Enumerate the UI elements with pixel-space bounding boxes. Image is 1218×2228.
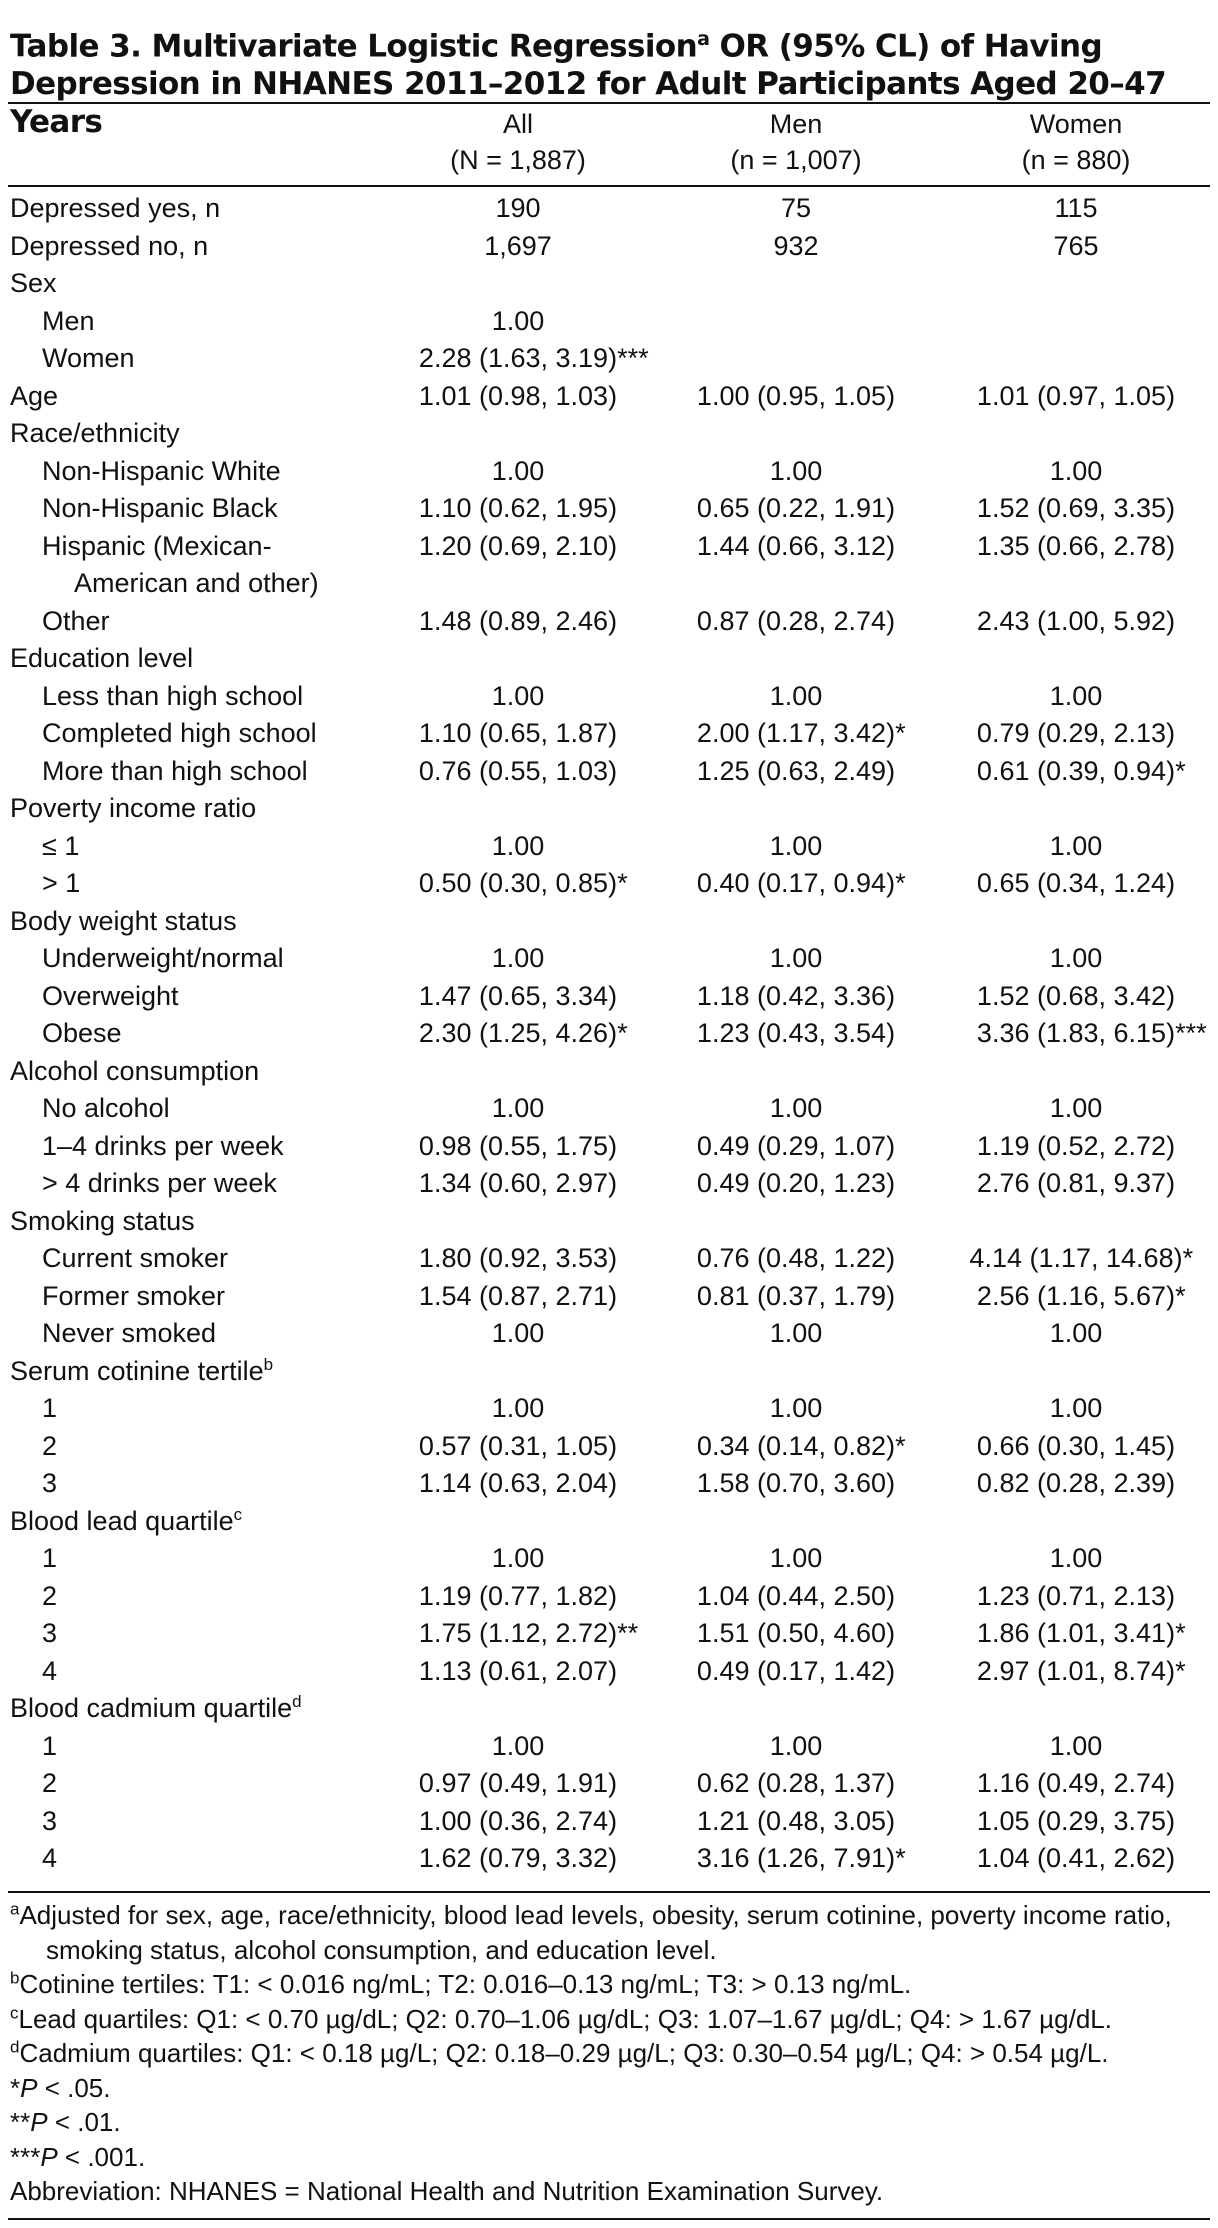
cell-all: 1.13 (0.61, 2.07) (418, 1655, 618, 1686)
footnote-text: < .05. (37, 2072, 111, 2103)
cell-all: 1,697 (484, 230, 552, 261)
table-row (0, 340, 1218, 378)
row-label (42, 1090, 170, 1128)
footnote-text: < .001. (57, 2141, 146, 2172)
cell-men: 1.00 (769, 1543, 823, 1573)
table-row (0, 603, 1218, 641)
footnote-marker: a (10, 1899, 20, 1919)
footnote-b (10, 1967, 1210, 2002)
row-label (42, 1765, 57, 1803)
row-label-text: > 4 drinks per week (42, 1168, 277, 1198)
table-row (0, 1540, 1218, 1578)
row-label-text: 1–4 drinks per week (42, 1130, 284, 1161)
footer-rule (8, 2218, 1210, 2220)
row-label (42, 1015, 122, 1053)
cell-all: 1.80 (0.92, 3.53) (418, 1243, 618, 1273)
column-n: (N = 1,887) (450, 145, 586, 175)
row-label (42, 603, 110, 641)
footnote-c (10, 2002, 1210, 2037)
cell-men: 0.65 (0.22, 1.91) (696, 493, 896, 523)
row-label (42, 1278, 225, 1316)
cell-men: 1.23 (0.43, 3.54) (696, 1018, 896, 1048)
cell-women: 0.66 (0.30, 1.45) (976, 1430, 1176, 1461)
row-label-text: Other (42, 605, 110, 636)
cell-women: 1.00 (1049, 1730, 1103, 1761)
row-label-text: Poverty income ratio (10, 793, 257, 823)
footnote-text: Lead quartiles: Q1: < 0.70 µg/dL; Q2: 0.70–1.06 µg/dL; Q3: 1.07–1.67 µg/dL; Q4: > 1.67 µg/dL. (18, 2003, 1112, 2034)
footnote-abbreviation: Abbreviation: NHANES = National Health and Nutrition Examination Survey. (10, 2176, 884, 2206)
cell-all: 1.00 (491, 943, 545, 973)
row-label-text: 1 (42, 1393, 58, 1423)
table-row (0, 190, 1218, 228)
row-label-text: Sex (10, 268, 57, 298)
section-heading-row (0, 1690, 1218, 1728)
row-label-text: ≤ 1 (42, 830, 80, 861)
cell-men: 1.51 (0.50, 4.60) (696, 1618, 896, 1648)
row-label (42, 453, 281, 491)
footnote-stars: ** (10, 2107, 31, 2137)
footnote-text: < .01. (47, 2107, 121, 2137)
row-label-text: 1 (42, 1543, 58, 1573)
column-n: (n = 880) (1021, 145, 1131, 175)
cell-all: 1.00 (491, 455, 545, 486)
cell-women: 1.00 (1049, 455, 1103, 486)
row-label (42, 1165, 277, 1203)
row-label (42, 1465, 57, 1503)
cell-women: 2.76 (0.81, 9.37) (976, 1168, 1176, 1198)
cell-men: 1.00 (769, 1318, 823, 1348)
cell-men: 0.49 (0.17, 1.42) (696, 1655, 896, 1686)
row-label (42, 753, 308, 791)
cell-all: 0.50 (0.30, 0.85)* (418, 868, 628, 898)
cell-men: 1.00 (0.95, 1.05) (696, 380, 896, 411)
row-label (42, 1803, 57, 1841)
row-label-text: Completed high school (42, 718, 317, 748)
footnote-marker: c (233, 1504, 243, 1524)
cell-all: 1.54 (0.87, 2.71) (418, 1280, 618, 1311)
cell-men: 1.00 (769, 830, 823, 861)
column-name: Women (1029, 109, 1123, 139)
cell-women: 1.01 (0.97, 1.05) (976, 380, 1176, 411)
table-row (0, 1015, 1218, 1053)
cell-all: 0.97 (0.49, 1.91) (418, 1768, 618, 1798)
cell-all: 1.00 (491, 305, 545, 336)
column-header-women (926, 106, 1218, 178)
footnote-p01 (10, 2105, 1210, 2140)
row-label (42, 1240, 228, 1278)
footnote-marker: b (263, 1354, 274, 1374)
table-row (0, 1653, 1218, 1691)
footnote-stars: *** (10, 2141, 41, 2172)
row-label (42, 678, 303, 716)
table-body (0, 190, 1218, 1878)
table-row (0, 678, 1218, 716)
cell-all: 1.00 (0.36, 2.74) (418, 1805, 618, 1836)
row-label-text: Overweight (42, 980, 179, 1011)
column-header-all (368, 106, 668, 178)
row-label-text: Non-Hispanic Black (42, 493, 278, 523)
cell-men: 2.00 (1.17, 3.42)* (696, 718, 906, 748)
row-label (42, 715, 317, 753)
footnote-p-symbol: P (30, 2107, 48, 2137)
cell-women: 1.23 (0.71, 2.13) (976, 1580, 1176, 1611)
title-text: Table 3. Multivariate Logistic Regression (10, 28, 698, 65)
table-row (0, 490, 1218, 528)
table-row (0, 1465, 1218, 1503)
header-rule (8, 185, 1210, 187)
table-row (0, 828, 1218, 866)
cell-men: 1.00 (769, 943, 823, 973)
title-line-2: Depression in NHANES 2011–2012 for Adult Participants Aged 20–47 Years (10, 66, 1167, 141)
row-label (42, 1653, 57, 1691)
cell-all: 1.00 (491, 1093, 545, 1123)
cell-women: 1.00 (1049, 1393, 1103, 1423)
cell-women: 0.61 (0.39, 0.94)* (976, 755, 1186, 786)
column-name: Men (769, 109, 823, 139)
table-row (0, 228, 1218, 266)
cell-all: 1.01 (0.98, 1.03) (418, 380, 618, 411)
cell-all: 0.98 (0.55, 1.75) (418, 1130, 618, 1161)
footnote-text: Cadmium quartiles: Q1: < 0.18 µg/L; Q2: 0.18–0.29 µg/L; Q3: 0.30–0.54 µg/L; Q4: > 0.54 µg/L. (19, 2038, 1109, 2068)
section-heading-row (0, 265, 1218, 303)
cell-men: 1.00 (769, 1093, 823, 1123)
row-label (42, 1390, 57, 1428)
cell-all: 1.19 (0.77, 1.82) (418, 1580, 618, 1611)
cell-all: 1.20 (0.69, 2.10) (418, 530, 618, 561)
cell-men: 0.62 (0.28, 1.37) (696, 1768, 896, 1798)
footnote-p-symbol: P (40, 2141, 58, 2172)
section-heading-row (0, 1053, 1218, 1091)
footnote-marker: b (10, 1968, 20, 1988)
row-label (10, 378, 58, 416)
footnote-a (10, 1898, 1210, 1967)
cell-men: 1.00 (769, 680, 823, 711)
table-row (0, 1765, 1218, 1803)
section-label (10, 265, 57, 303)
row-label (10, 228, 208, 266)
cell-men: 1.21 (0.48, 3.05) (696, 1805, 896, 1836)
row-label-text: 2 (42, 1768, 58, 1798)
cell-women: 1.52 (0.68, 3.42) (976, 980, 1176, 1011)
row-label-text: Men (42, 305, 95, 336)
cell-women: 1.00 (1049, 943, 1103, 973)
cell-women: 1.04 (0.41, 2.62) (976, 1843, 1176, 1873)
cell-men: 932 (773, 230, 819, 261)
cell-men: 0.76 (0.48, 1.22) (696, 1243, 896, 1273)
section-heading-row (0, 640, 1218, 678)
section-label (10, 415, 180, 453)
table-row (0, 1840, 1218, 1878)
row-label-text: Serum cotinine tertile (10, 1355, 264, 1386)
cell-men: 3.16 (1.26, 7.91)* (696, 1843, 906, 1873)
cell-all: 1.14 (0.63, 2.04) (418, 1468, 618, 1498)
cell-women: 2.56 (1.16, 5.67)* (976, 1280, 1186, 1311)
cell-women: 0.82 (0.28, 2.39) (976, 1468, 1176, 1498)
cell-women: 1.00 (1049, 830, 1103, 861)
row-label-text: Non-Hispanic White (42, 455, 281, 486)
row-label-text: Less than high school (42, 680, 304, 711)
section-heading-row (0, 415, 1218, 453)
row-label-text: 1 (42, 1730, 58, 1761)
row-label-text: 2 (42, 1430, 58, 1461)
footnote-p001 (10, 2140, 1210, 2175)
table-row (0, 1803, 1218, 1841)
cell-all: 2.30 (1.25, 4.26)* (418, 1018, 628, 1048)
table-row (0, 1615, 1218, 1653)
footnote-text: Adjusted for sex, age, race/ethnicity, blood lead levels, obesity, serum cotinine, poverty income ratio, smoking status, alcohol consumption, and education level. (19, 1900, 1172, 1965)
footnote-marker: d (292, 1692, 302, 1711)
row-label-text: Hispanic (Mexican- (42, 530, 272, 561)
column-header-men (646, 106, 946, 178)
table-row (0, 1090, 1218, 1128)
table-row (0, 453, 1218, 491)
row-label (42, 1540, 57, 1578)
row-label (10, 190, 220, 228)
row-label (42, 940, 284, 978)
section-heading-row (0, 790, 1218, 828)
table-row (0, 303, 1218, 341)
section-label (10, 1353, 273, 1391)
table-row (0, 1128, 1218, 1166)
section-label (10, 903, 237, 941)
cell-men: 1.00 (769, 455, 823, 486)
cell-women: 1.00 (1049, 680, 1103, 711)
cell-men: 1.44 (0.66, 3.12) (696, 530, 896, 561)
row-label (42, 528, 272, 566)
row-label-text: Blood lead quartile (10, 1505, 234, 1536)
cell-women: 0.65 (0.34, 1.24) (976, 868, 1176, 898)
cell-men: 1.25 (0.63, 2.49) (696, 755, 896, 786)
footnote-stars: * (10, 2072, 21, 2103)
cell-women: 1.00 (1049, 1318, 1103, 1348)
footnote-p05 (10, 2071, 1210, 2106)
table-row (0, 528, 1218, 603)
cell-men: 0.40 (0.17, 0.94)* (696, 868, 906, 898)
cell-all: 1.10 (0.65, 1.87) (418, 718, 618, 748)
table-footnotes (10, 1898, 1210, 2209)
table-row (0, 1390, 1218, 1428)
cell-all: 2.28 (1.63, 3.19)*** (418, 343, 649, 373)
row-label (42, 303, 95, 341)
cell-all: 1.62 (0.79, 3.32) (418, 1843, 618, 1873)
cell-all: 1.10 (0.62, 1.95) (418, 493, 618, 523)
row-label-text: 3 (42, 1805, 58, 1836)
table-row (0, 753, 1218, 791)
title-line-1 (10, 20, 1210, 65)
row-label-text: 4 (42, 1843, 58, 1873)
cell-men: 0.49 (0.29, 1.07) (696, 1130, 896, 1161)
row-label (42, 828, 79, 866)
bottom-rule (8, 1891, 1210, 1893)
cell-men: 0.49 (0.20, 1.23) (696, 1168, 896, 1198)
cell-women: 1.00 (1049, 1093, 1103, 1123)
row-label (42, 490, 278, 528)
row-label (42, 865, 80, 903)
cell-women: 2.97 (1.01, 8.74)* (976, 1655, 1186, 1686)
table-row (0, 1240, 1218, 1278)
row-label (42, 1578, 57, 1616)
table-row (0, 940, 1218, 978)
cell-men: 0.87 (0.28, 2.74) (696, 605, 896, 636)
row-label (42, 978, 179, 1016)
row-label (42, 1315, 216, 1353)
table-row (0, 1315, 1218, 1353)
cell-women: 1.52 (0.69, 3.35) (976, 493, 1176, 523)
row-label-text: Education level (10, 643, 194, 673)
section-heading-row (0, 1353, 1218, 1391)
row-label-text: Underweight/normal (42, 943, 284, 973)
section-label (10, 1690, 302, 1728)
row-label (42, 340, 135, 378)
row-label-text: Current smoker (42, 1243, 229, 1273)
row-label-text: 3 (42, 1618, 58, 1648)
cell-women: 1.86 (1.01, 3.41)* (976, 1618, 1186, 1648)
table-row (0, 715, 1218, 753)
cell-all: 1.00 (491, 830, 545, 861)
row-label (42, 1428, 57, 1466)
table-row (0, 378, 1218, 416)
row-label-text: No alcohol (42, 1093, 170, 1123)
row-label-text: 4 (42, 1655, 58, 1686)
row-label-text: Smoking status (10, 1205, 195, 1236)
table-row (0, 1165, 1218, 1203)
cell-women: 1.00 (1049, 1543, 1103, 1573)
column-name: All (502, 109, 533, 139)
table-row (0, 1428, 1218, 1466)
cell-women: 1.05 (0.29, 3.75) (976, 1805, 1176, 1836)
section-label (10, 1203, 195, 1241)
cell-men: 0.81 (0.37, 1.79) (696, 1280, 896, 1311)
table-row (0, 1728, 1218, 1766)
section-label (10, 640, 193, 678)
cell-men: 1.18 (0.42, 3.36) (696, 980, 896, 1011)
cell-all: 1.47 (0.65, 3.34) (418, 980, 618, 1011)
cell-all: 1.75 (1.12, 2.72)** (418, 1618, 639, 1648)
cell-women: 4.14 (1.17, 14.68)* (969, 1243, 1194, 1273)
cell-all: 1.00 (491, 1730, 545, 1761)
table-row (0, 978, 1218, 1016)
row-label-text: Age (10, 380, 59, 411)
row-label-text: 2 (42, 1580, 58, 1611)
cell-all: 0.57 (0.31, 1.05) (418, 1430, 618, 1461)
cell-women: 1.16 (0.49, 2.74) (976, 1768, 1176, 1798)
row-label-text: Never smoked (42, 1318, 217, 1348)
table-row (0, 865, 1218, 903)
row-label (42, 1840, 57, 1878)
cell-men: 1.00 (769, 1393, 823, 1423)
section-heading-row (0, 1503, 1218, 1541)
row-label-text: 3 (42, 1468, 58, 1498)
cell-women: 0.79 (0.29, 2.13) (976, 718, 1176, 748)
footnote-d (10, 2036, 1210, 2071)
cell-men: 1.04 (0.44, 2.50) (696, 1580, 896, 1611)
row-label-text: > 1 (42, 868, 81, 898)
row-label (42, 1128, 284, 1166)
row-label-text: Alcohol consumption (10, 1055, 260, 1086)
row-label-text: Depressed yes, n (10, 193, 221, 223)
section-label (10, 1053, 259, 1091)
cell-all: 1.00 (491, 680, 545, 711)
section-heading-row (0, 1203, 1218, 1241)
table-row (0, 1278, 1218, 1316)
footnote-marker: c (10, 2002, 19, 2022)
cell-women: 1.35 (0.66, 2.78) (976, 530, 1176, 561)
section-label (10, 1503, 242, 1541)
row-label-text: Obese (42, 1018, 122, 1048)
cell-men: 1.58 (0.70, 3.60) (696, 1468, 896, 1498)
row-label (42, 1615, 57, 1653)
cell-women: 765 (1053, 230, 1099, 261)
row-label-text: Race/ethnicity (10, 418, 180, 448)
row-label (42, 1728, 57, 1766)
title-text-cont: OR (95% CL) of Having (709, 28, 1103, 65)
footnote-text: Cotinine tertiles: T1: < 0.016 ng/mL; T2: 0.016–0.13 ng/mL; T3: > 0.13 ng/mL. (19, 1969, 912, 1999)
column-n: (n = 1,007) (730, 145, 862, 175)
row-label-text: Former smoker (42, 1280, 226, 1311)
row-label-text: More than high school (42, 755, 308, 786)
cell-all: 190 (495, 193, 541, 223)
cell-women: 3.36 (1.83, 6.15)*** (976, 1018, 1207, 1048)
cell-all: 0.76 (0.55, 1.03) (418, 755, 618, 786)
cell-women: 2.43 (1.00, 5.92) (976, 605, 1176, 636)
row-label-text: Women (42, 343, 135, 373)
section-label (10, 790, 256, 828)
section-heading-row (0, 903, 1218, 941)
cell-all: 1.00 (491, 1393, 545, 1423)
footnote-p-symbol: P (20, 2072, 38, 2103)
cell-all: 1.00 (491, 1318, 545, 1348)
cell-men: 75 (780, 193, 812, 223)
top-rule (8, 102, 1210, 104)
row-label-text: Depressed no, n (10, 230, 209, 261)
cell-all: 1.48 (0.89, 2.46) (418, 605, 618, 636)
cell-men: 0.34 (0.14, 0.82)* (696, 1430, 906, 1461)
cell-women: 1.19 (0.52, 2.72) (976, 1130, 1176, 1161)
cell-men: 1.00 (769, 1730, 823, 1761)
cell-women: 115 (1054, 193, 1098, 223)
table-row (0, 1578, 1218, 1616)
row-label-continuation: American and other) (74, 568, 319, 598)
row-label-text: Blood cadmium quartile (10, 1693, 293, 1723)
cell-all: 1.34 (0.60, 2.97) (418, 1168, 618, 1198)
title-footnote-marker: a (697, 28, 710, 50)
footnote-marker: d (10, 2037, 20, 2057)
row-label-text: Body weight status (10, 905, 237, 936)
cell-all: 1.00 (491, 1543, 545, 1573)
